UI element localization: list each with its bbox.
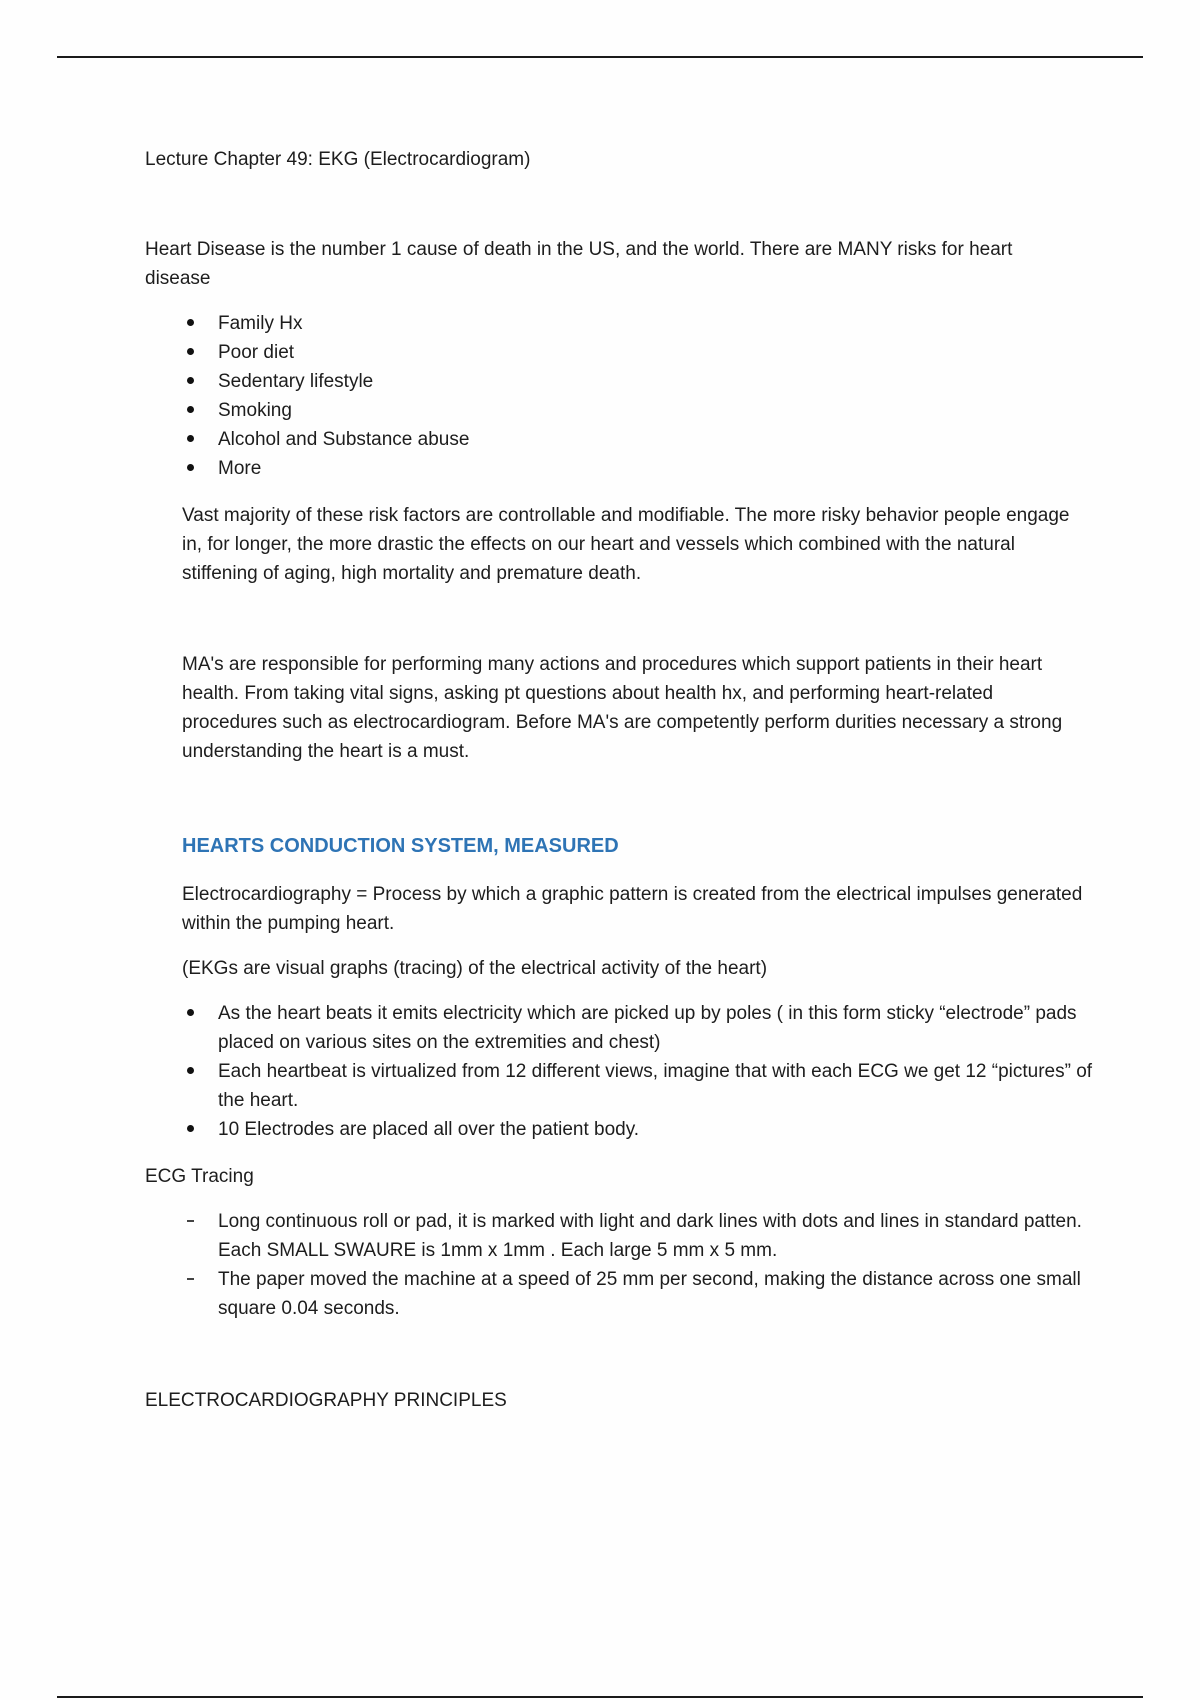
bottom-rule (57, 1696, 1143, 1698)
intro-paragraph: Heart Disease is the number 1 cause of death in the US, and the world. There are MANY risks for heart disease (145, 239, 1013, 289)
list-item: Smoking (218, 396, 1068, 425)
risk-factor-list (218, 309, 1068, 483)
bullet-icon (180, 338, 200, 367)
modifiable-paragraph: Vast majority of these risk factors are controllable and modifiable. The more risky behavior people engage in, for longer, the more drastic the effects on our heart and vessels which combined with the natural stiffening of aging, high mortality and premature death. (182, 505, 1070, 584)
bullet-icon (180, 454, 200, 483)
top-rule (57, 56, 1143, 58)
list-item: More (218, 454, 1068, 483)
list-item: Each heartbeat is virtualized from 12 different views, imagine that with each ECG we get 12 “pictures” of the heart. (218, 1057, 1098, 1115)
principles-heading: ELECTROCARDIOGRAPHY PRINCIPLES (145, 1390, 507, 1411)
list-item: As the heart beats it emits electricity which are picked up by poles ( in this form sticky “electrode” pads placed on various sites on the extremities and chest) (218, 999, 1098, 1057)
section-heading: HEARTS CONDUCTION SYSTEM, MEASURED (182, 835, 619, 857)
tracing-label: ECG Tracing (145, 1166, 254, 1187)
dash-icon (180, 1207, 200, 1236)
dash-icon (180, 1265, 200, 1294)
list-item: 10 Electrodes are placed all over the patient body. (218, 1115, 1098, 1144)
ekg-bullet-list (218, 999, 1098, 1144)
bullet-icon (180, 425, 200, 454)
bullet-icon (180, 396, 200, 425)
ma-responsibility-paragraph: MA's are responsible for performing many actions and procedures which support patients in their heart health. From taking vital signs, asking pt questions about health hx, and performing heart-related procedures such as electrocardiogram. Before MA's are competently perform durities necessary a strong understanding the heart is a must. (182, 654, 1063, 762)
definition-paragraph: Electrocardiography = Process by which a graphic pattern is created from the electrical impulses generated within the pumping heart. (182, 884, 1083, 934)
bullet-icon (180, 999, 200, 1028)
list-item: Family Hx (218, 309, 1068, 338)
list-item: Long continuous roll or pad, it is marked with light and dark lines with dots and lines in standard patten. Each SMALL SWAURE is 1mm x 1mm . Each large 5 mm x 5 mm. (218, 1207, 1098, 1265)
list-item: Alcohol and Substance abuse (218, 425, 1068, 454)
list-item: Sedentary lifestyle (218, 367, 1068, 396)
bullet-icon (180, 1115, 200, 1144)
tracing-list (218, 1207, 1098, 1323)
bullet-icon (180, 1057, 200, 1086)
list-item: Poor diet (218, 338, 1068, 367)
bullet-icon (180, 367, 200, 396)
document-title: Lecture Chapter 49: EKG (Electrocardiogram) (145, 149, 531, 170)
bullet-icon (180, 309, 200, 338)
list-item: The paper moved the machine at a speed of 25 mm per second, making the distance across one small square 0.04 seconds. (218, 1265, 1098, 1323)
ekg-note: (EKGs are visual graphs (tracing) of the electrical activity of the heart) (182, 958, 768, 979)
